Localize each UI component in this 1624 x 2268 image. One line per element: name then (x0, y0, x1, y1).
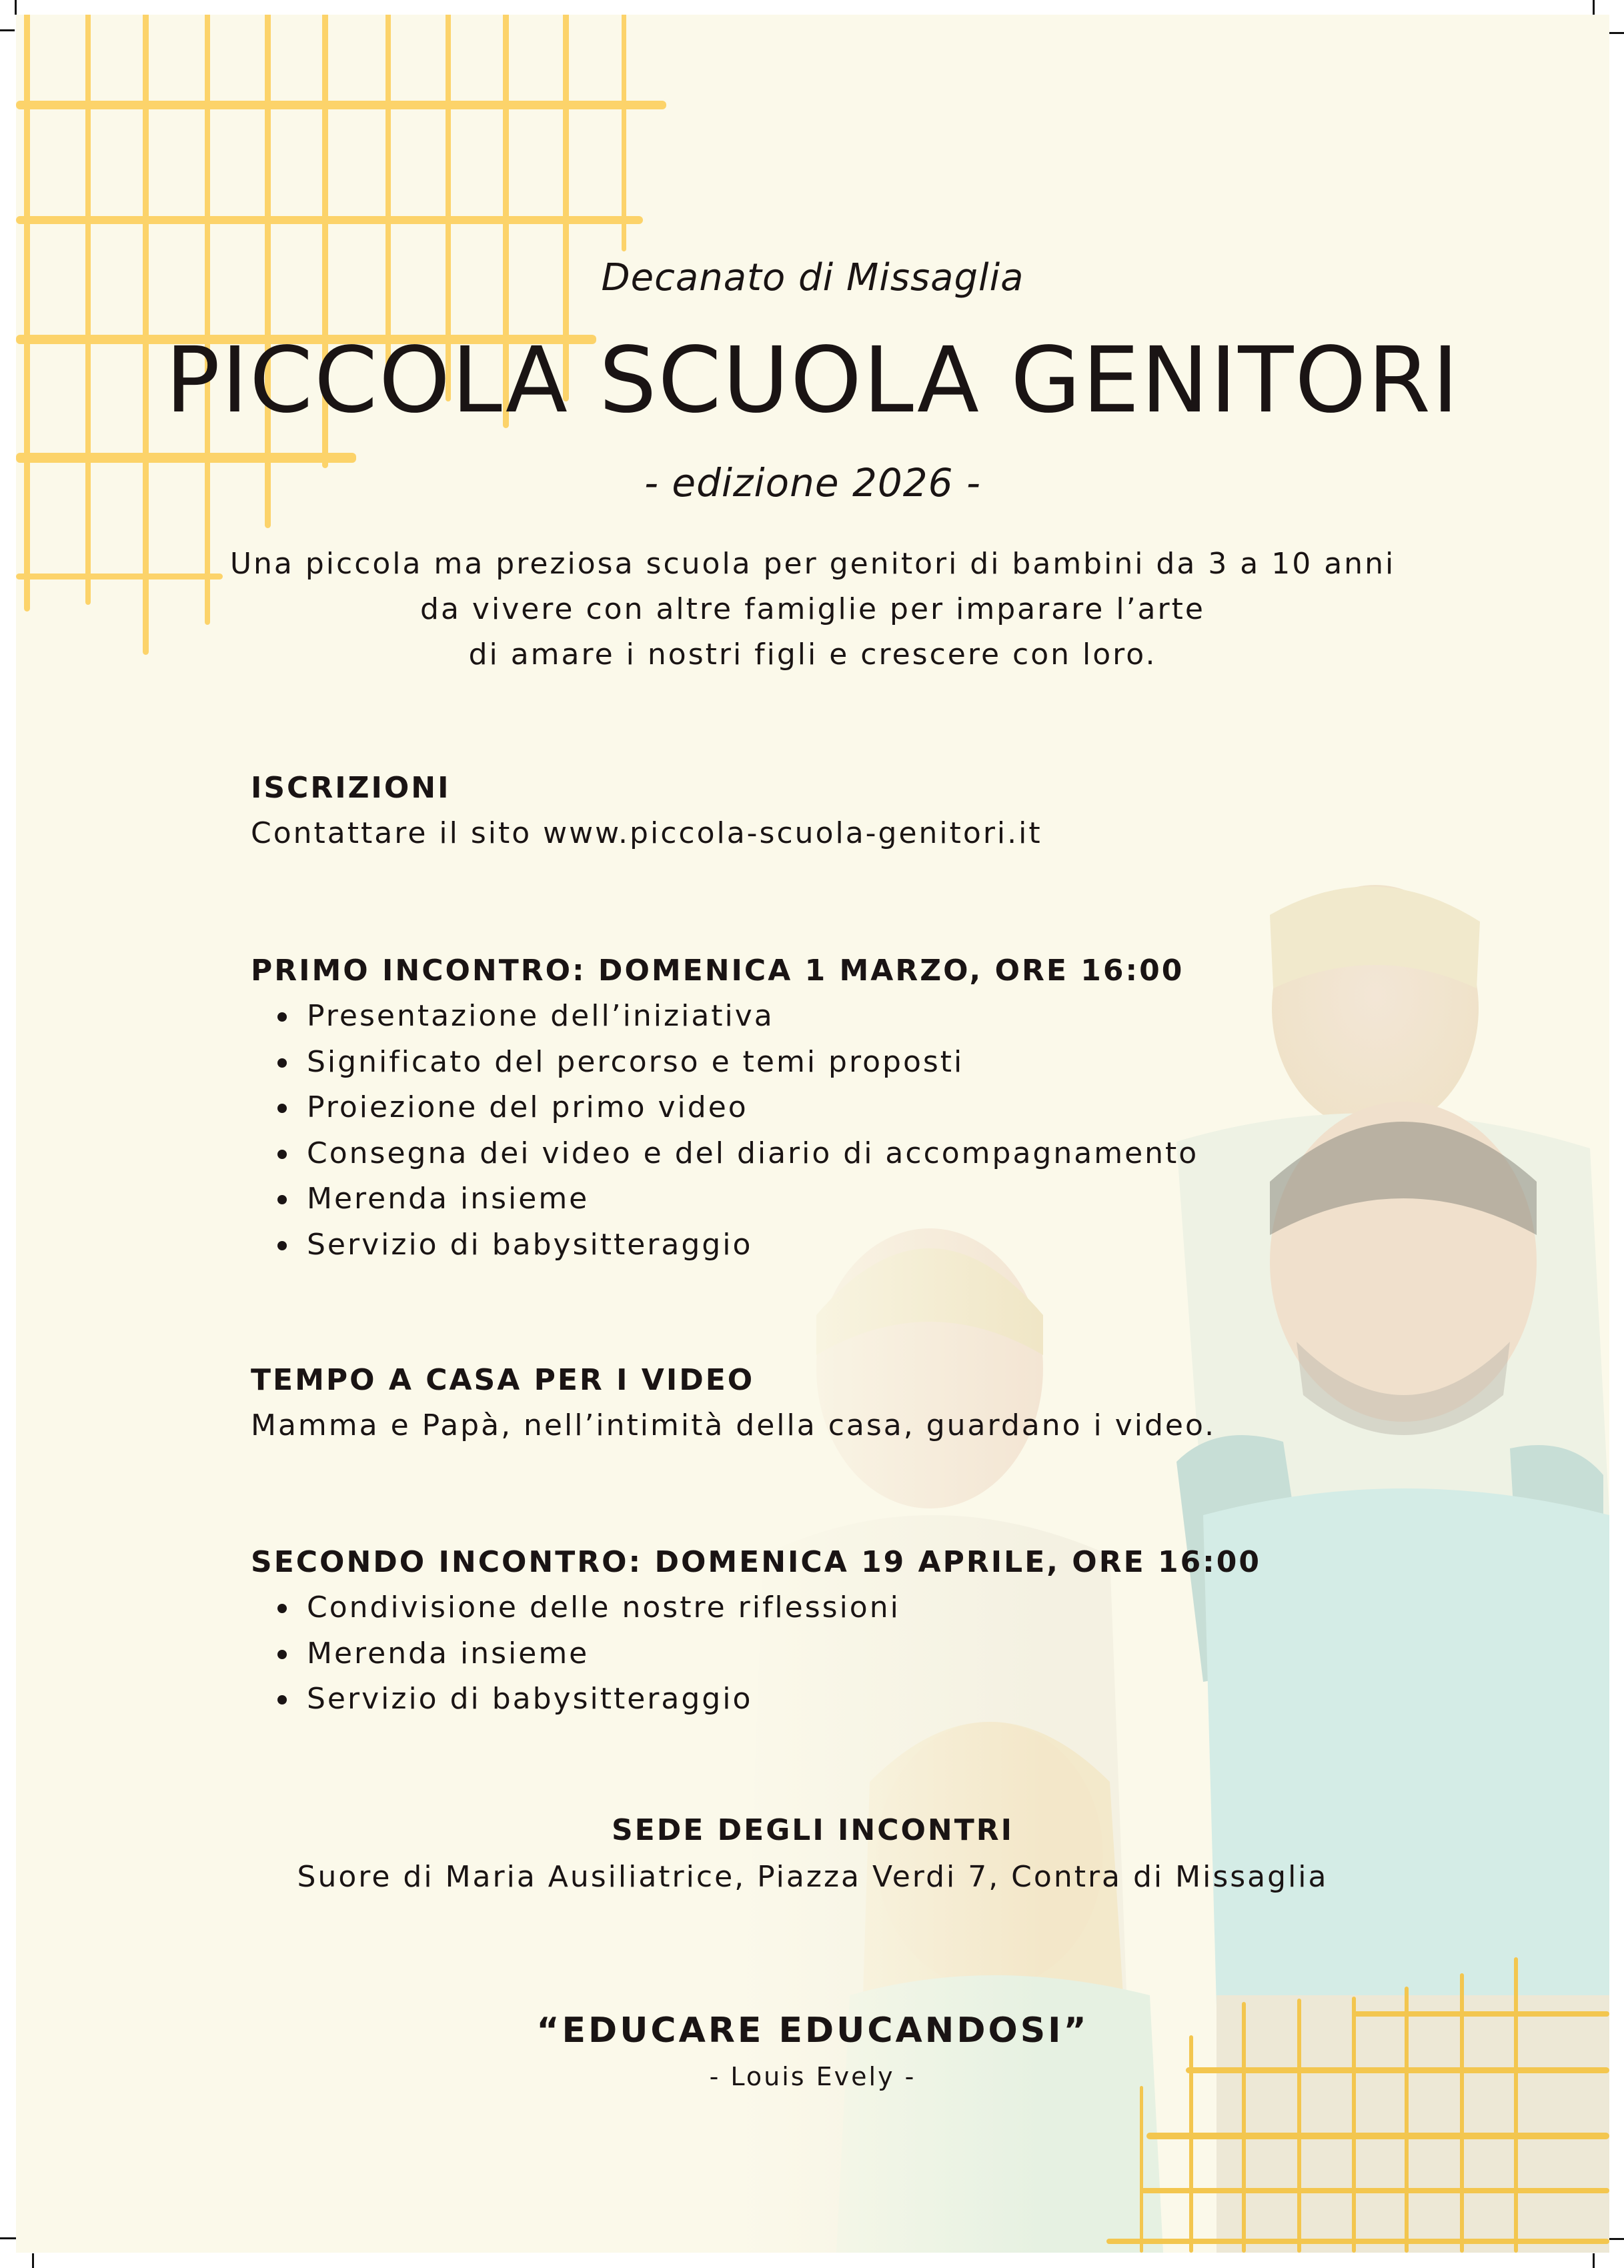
crop-mark-tr-v (1593, 0, 1595, 15)
agenda-list (251, 994, 1198, 1268)
list-item: Condivisione delle nostre riflessioni (277, 1585, 1261, 1631)
intro-line: da vivere con altre famiglie per imparare l’arte (420, 592, 1205, 626)
intro-line: Una piccola ma preziosa scuola per genitori di bambini da 3 a 10 anni (229, 547, 1396, 581)
list-item: Servizio di babysitteraggio (277, 1676, 1261, 1723)
motto-author: - Louis Evely - (709, 2062, 916, 2091)
crop-mark-bl-h (0, 2237, 16, 2239)
crop-mark-br-h (1609, 2238, 1624, 2240)
list-item: Significato del percorso e temi proposti (277, 1040, 1198, 1086)
crop-mark-tr-h (1609, 32, 1624, 34)
section-primo-incontro (251, 948, 1198, 1268)
list-item: Proiezione del primo video (277, 1085, 1198, 1131)
flyer-page (16, 15, 1609, 2253)
list-item: Presentazione dell’iniziativa (277, 994, 1198, 1040)
section-iscrizioni (251, 766, 1042, 856)
home-time-text: Mamma e Papà, nell’intimità della casa, guardano i video. (251, 1408, 1216, 1442)
page-title: PICCOLA SCUOLA GENITORI (165, 328, 1461, 433)
intro-line: di amare i nostri figli e crescere con loro. (468, 638, 1157, 672)
crop-mark-bl-v (32, 2253, 34, 2268)
agenda-list (251, 1585, 1261, 1723)
venue-address: Suore di Maria Ausiliatrice, Piazza Verdi 7, Contra di Missaglia (297, 1860, 1329, 1894)
section-heading: SECONDO INCONTRO: DOMENICA 19 APRILE, ORE 16:00 (251, 1545, 1262, 1579)
registration-text: Contattare il sito www.piccola-scuola-genitori.it (251, 816, 1042, 850)
list-item: Consegna dei video e del diario di accompagnamento (277, 1131, 1198, 1177)
venue-heading: SEDE DEGLI INCONTRI (611, 1813, 1014, 1847)
section-heading: TEMPO A CASA PER I VIDEO (251, 1363, 755, 1397)
list-item: Merenda insieme (277, 1631, 1261, 1677)
section-heading: ISCRIZIONI (251, 771, 451, 805)
crop-mark-br-v (1593, 2253, 1595, 2268)
motto-quote: “EDUCARE EDUCANDOSI” (536, 2011, 1089, 2051)
section-tempo-casa (251, 1358, 1216, 1448)
organizer-label: Decanato di Missaglia (601, 256, 1024, 299)
list-item: Servizio di babysitteraggio (277, 1222, 1198, 1268)
intro-paragraph (16, 541, 1609, 678)
section-heading: PRIMO INCONTRO: DOMENICA 1 MARZO, ORE 16:00 (251, 954, 1184, 988)
edition-label: - edizione 2026 - (644, 460, 981, 505)
list-item: Merenda insieme (277, 1176, 1198, 1222)
crop-mark-tl-h (0, 29, 15, 31)
section-secondo-incontro (251, 1540, 1261, 1723)
crop-mark-tl-v (15, 0, 17, 15)
